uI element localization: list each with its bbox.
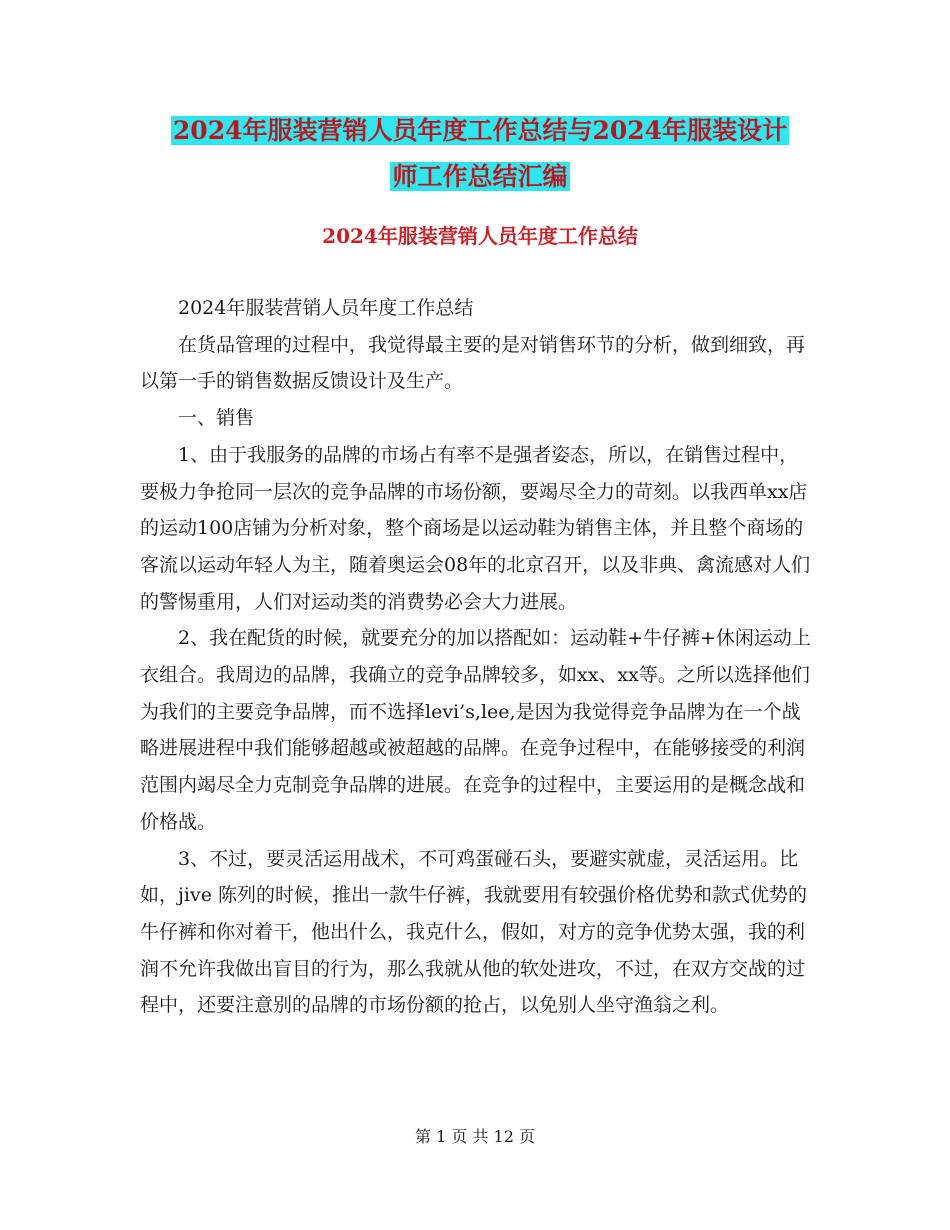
- paragraph: 1、由于我服务的品牌的市场占有率不是强者姿态，所以，在销售过程中，要极力争抢同一层次的竞争品牌的市场份额，要竭尽全力的苛刻。以我西单xx店的运动100店铺为分析对象，整个商场是以运动鞋为销售主体，并且整个商场的客流以运动年轻人为主，随着奥运会08年的北京召开，以及非典、禽流感对人们的警惕重用，人们对运动类的消费势必会大力进展。: [140, 443, 811, 613]
- paragraph: 2024年服装营销人员年度工作总结: [178, 297, 474, 319]
- paragraph: 2、我在配货的时候，就要充分的加以搭配如：运动鞋+牛仔裤+休闲运动上衣组合。我周边的品牌，我确立的竞争品牌较多，如xx、xx等。之所以选择他们为我们的主要竞争品牌，而不选择levi’s,lee,是因为我觉得竞争品牌为在一个战略进展进程中我们能够超越或被超越的品牌。在竞争过程中，在能够接受的利润范围内竭尽全力克制竞争品牌的进展。在竞争的过程中，主要运用的是概念战和价格战。: [140, 627, 811, 833]
- paragraph: 3、不过，要灵活运用战术，不可鸡蛋碰石头，要避实就虚，灵活运用。比如，jive 陈列的时候，推出一款牛仔裤，我就要用有较强价格优势和款式优势的牛仔裤和你对着干，他出什么，我克什么，假如，对方的竞争优势太强，我的利润不允许我做出盲目的行为，那么我就从他的软处进攻，不过，在双方交战的过程中，还要注意别的品牌的市场份额的抢占，以免别人坐守渔翁之利。: [140, 847, 807, 1017]
- title-line-1: 2024年服装营销人员年度工作总结与2024年服装设计: [172, 116, 788, 145]
- document-body: [140, 290, 812, 1024]
- paragraph: 一、销售: [178, 407, 255, 430]
- paragraph: 在货品管理的过程中，我觉得最主要的是对销售环节的分析，做到细致，再以第一手的销售数据反馈设计及生产。: [140, 333, 806, 393]
- document-title: [140, 108, 820, 200]
- section-title: 2024年服装营销人员年度工作总结: [322, 224, 638, 248]
- title-line-2: 师工作总结汇编: [392, 162, 568, 191]
- page-footer: 第 1 页 共 12 页: [415, 1127, 535, 1146]
